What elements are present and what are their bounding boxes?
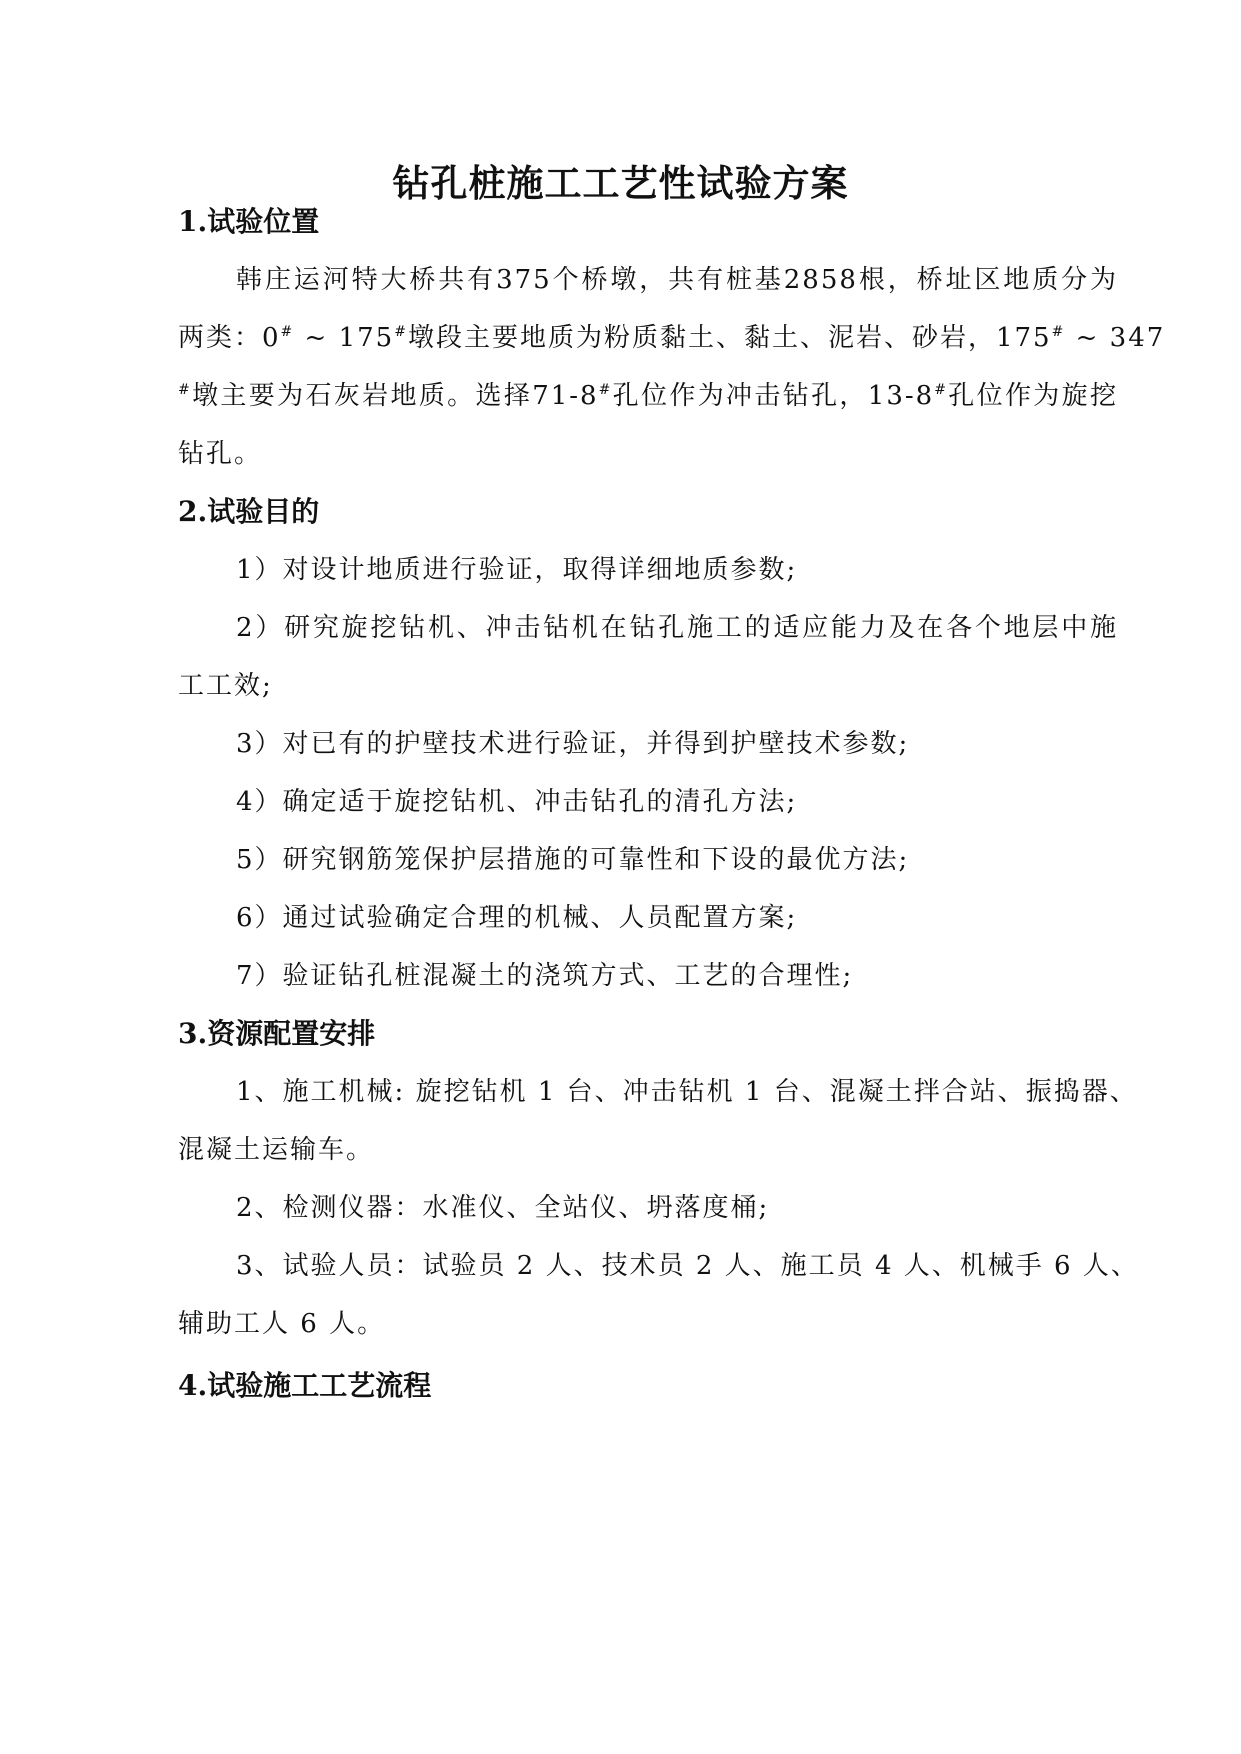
section-2-item-1: 1）对设计地质进行验证，取得详细地质参数; [236,555,798,585]
section-1-line-2: 两类：0# ~ 175#墩段主要地质为粉质黏土、黏土、泥岩、砂岩，175# ~ 347 [178,323,1166,353]
document-title: 钻孔桩施工工艺性试验方案 [392,161,849,205]
section-3-item-2: 2、检测仪器：水准仪、全站仪、坍落度桶; [236,1193,770,1223]
section-3-item-1-cont: 混凝土运输车。 [178,1135,375,1165]
section-1-line-1: 韩庄运河特大桥共有375个桥墩，共有桩基2858根，桥址区地质分为 [236,265,1118,295]
section-2-item-6: 6）通过试验确定合理的机械、人员配置方案; [236,903,798,933]
section-2-item-4: 4）确定适于旋挖钻机、冲击钻孔的清孔方法; [236,787,798,817]
section-3-item-3-cont: 辅助工人 6 人。 [178,1309,386,1339]
section-2-item-2: 2）研究旋挖钻机、冲击钻机在钻孔施工的适应能力及在各个地层中施 [236,613,1118,643]
section-1-line-4: 钻孔。 [178,439,263,469]
section-1-line-3: #墩主要为石灰岩地质。选择71-8#孔位作为冲击钻孔，13-8#孔位作为旋挖 [178,381,1118,411]
section-2-item-2-cont: 工工效; [178,671,273,701]
section-2-heading: 2.试验目的 [178,495,320,528]
section-3-heading: 3.资源配置安排 [178,1017,376,1050]
section-2-item-5: 5）研究钢筋笼保护层措施的可靠性和下设的最优方法; [236,845,910,875]
section-2-item-3: 3）对已有的护壁技术进行验证，并得到护壁技术参数; [236,729,910,759]
section-1-heading: 1.试验位置 [178,205,320,238]
section-2-item-7: 7）验证钻孔桩混凝土的浇筑方式、工艺的合理性; [236,961,854,991]
section-3-item-1: 1、施工机械: 旋挖钻机 1 台、冲击钻机 1 台、混凝土拌合站、振捣器、 [236,1077,1138,1107]
section-4-heading: 4.试验施工工艺流程 [178,1369,432,1402]
section-3-item-3: 3、试验人员：试验员 2 人、技术员 2 人、施工员 4 人、机械手 6 人、 [236,1251,1139,1281]
